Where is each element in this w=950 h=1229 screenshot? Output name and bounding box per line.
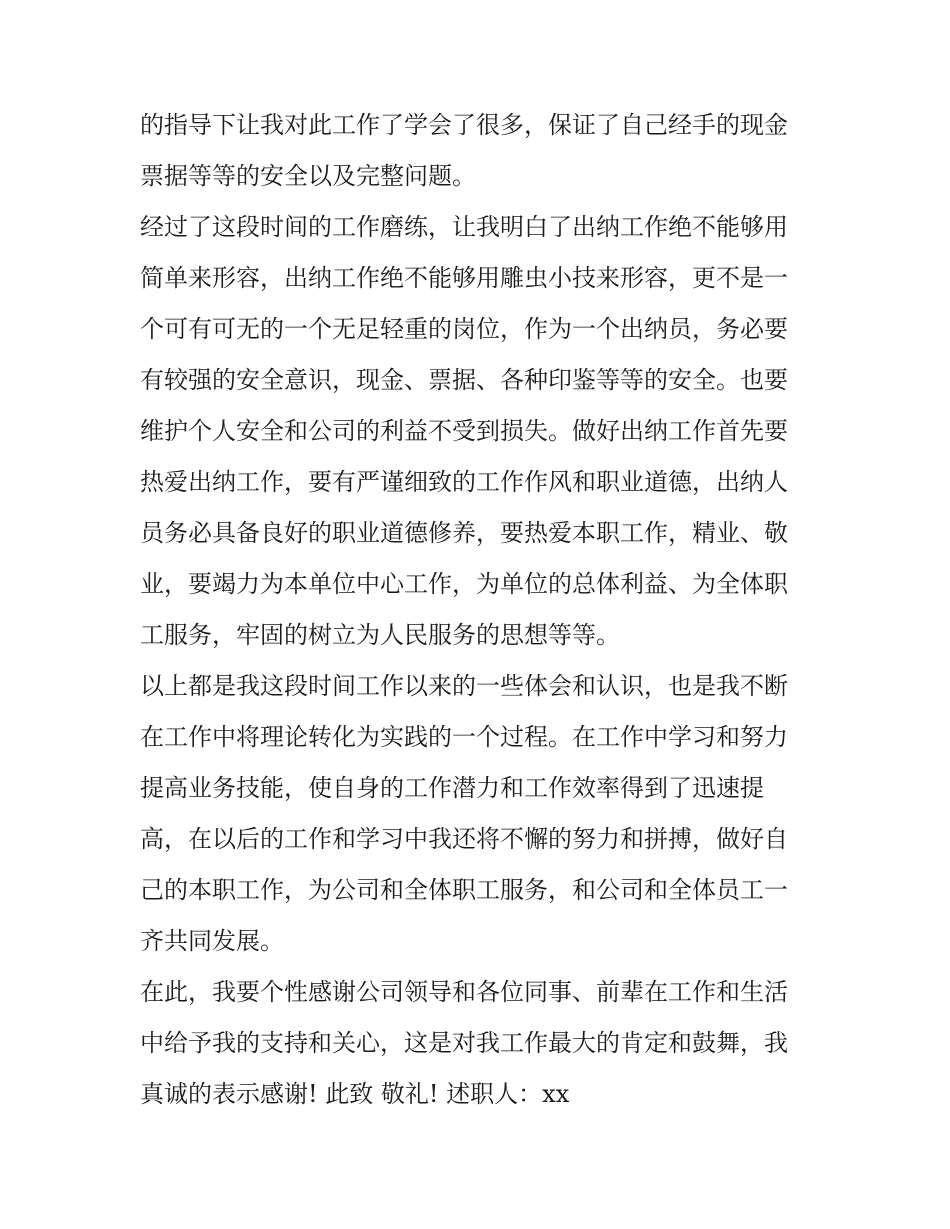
text-line: 业，要竭力为本单位中心工作，为单位的总体利益、为全体职 xyxy=(140,570,788,598)
text-line: 的指导下让我对此工作了学会了很多，保证了自己经手的现金 xyxy=(140,111,788,139)
text-line: 员务必具备良好的职业道德修养，要热爱本职工作，精业、敬 xyxy=(140,519,788,547)
text-line: 简单来形容，出纳工作绝不能够用雕虫小技来形容，更不是一 xyxy=(140,264,788,292)
text-line: 以上都是我这段时间工作以来的一些体会和认识，也是我不断 xyxy=(140,672,788,700)
text-line: 在工作中将理论转化为实践的一个过程。在工作中学习和努力 xyxy=(140,723,788,751)
text-line: 真诚的表示感谢! 此致 敬礼! 述职人：xx xyxy=(140,1080,570,1108)
text-line: 经过了这段时间的工作磨练，让我明白了出纳工作绝不能够用 xyxy=(140,213,788,241)
text-line: 工服务，牢固的树立为人民服务的思想等等。 xyxy=(140,621,620,649)
document-body xyxy=(140,100,820,1120)
text-line: 在此，我要个性感谢公司领导和各位同事、前辈在工作和生活 xyxy=(140,978,788,1006)
text-line: 维护个人安全和公司的利益不受到损失。做好出纳工作首先要 xyxy=(140,417,788,445)
text-line: 己的本职工作，为公司和全体职工服务，和公司和全体员工一 xyxy=(140,876,788,904)
text-line: 高，在以后的工作和学习中我还将不懈的努力和拼搏，做好自 xyxy=(140,825,788,853)
text-line: 提高业务技能，使自身的工作潜力和工作效率得到了迅速提 xyxy=(140,774,764,802)
text-line: 有较强的安全意识，现金、票据、各种印鉴等等的安全。也要 xyxy=(140,366,788,394)
text-line: 中给予我的支持和关心，这是对我工作最大的肯定和鼓舞，我 xyxy=(140,1029,788,1057)
text-line: 票据等等的安全以及完整问题。 xyxy=(140,162,476,190)
text-line: 热爱出纳工作，要有严谨细致的工作作风和职业道德，出纳人 xyxy=(140,468,788,496)
text-line: 个可有可无的一个无足轻重的岗位，作为一个出纳员，务必要 xyxy=(140,315,788,343)
text-line: 齐共同发展。 xyxy=(140,927,284,955)
